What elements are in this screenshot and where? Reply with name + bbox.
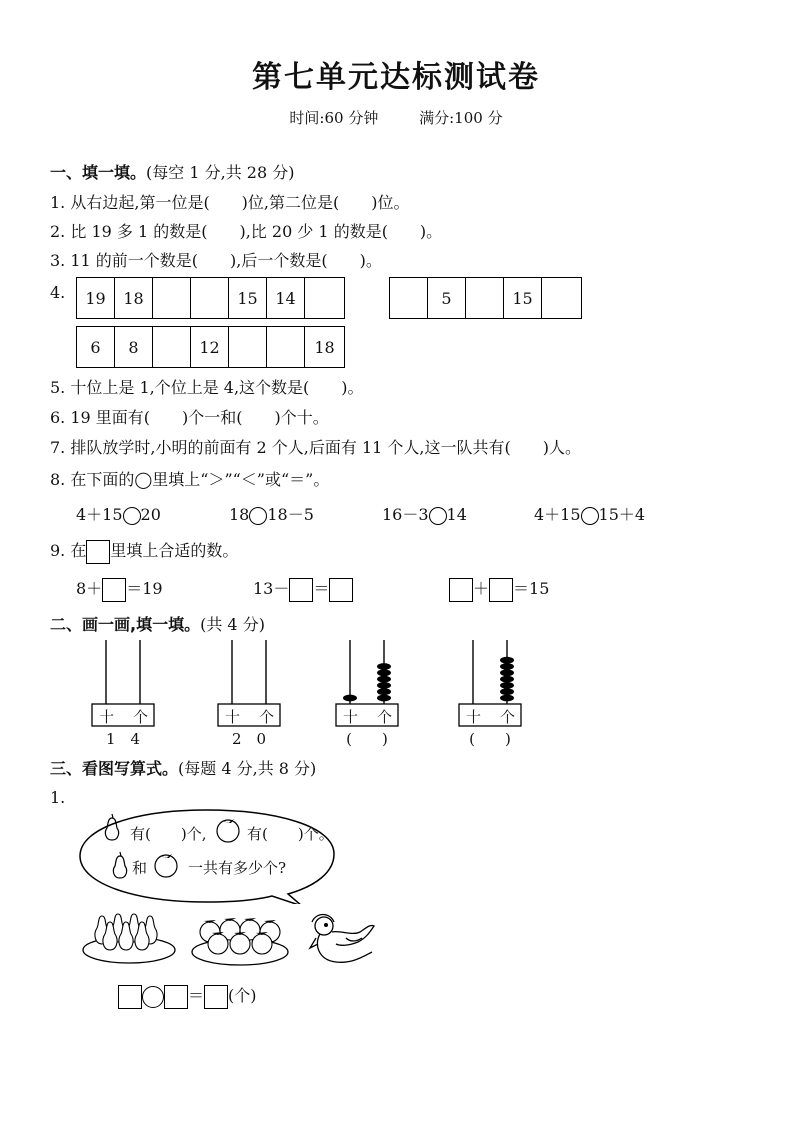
exam-info — [0, 107, 792, 128]
abacus-number: 2 0 — [231, 730, 267, 748]
question-4-number: 4. — [50, 283, 66, 302]
question-1: 1. 从右边起,第一位是( )位,第二位是( )位。 — [50, 193, 410, 212]
tens-label: 十 — [99, 708, 115, 726]
tens-label: 十 — [225, 708, 241, 726]
question-7: 7. 排队放学时,小明的前面有 2 个人,后面有 11 个人,这一队共有( )人。 — [50, 438, 581, 457]
compare-item-1: 4＋15 20 — [76, 505, 161, 524]
compare-item-2: 18 18－5 — [229, 505, 314, 524]
ones-bead — [377, 676, 391, 683]
ones-bead — [500, 688, 514, 695]
number-cell[interactable] — [466, 278, 504, 318]
compare-circle[interactable] — [249, 507, 267, 525]
number-cell[interactable] — [390, 278, 428, 318]
section-2-note: (共 4 分) — [200, 615, 265, 634]
abacus-4 — [457, 640, 557, 750]
question-3: 3. 11 的前一个数是( ),后一个数是( )。 — [50, 251, 382, 270]
section-3-title: 三、看图写算式。 — [50, 759, 179, 778]
number-row-1 — [76, 277, 345, 319]
fill-equation-1: 8＋ ＝19 — [76, 576, 163, 602]
number-cell[interactable]: 12 — [191, 327, 229, 367]
compare-circle[interactable] — [123, 507, 141, 525]
ones-bead — [500, 695, 514, 702]
section-1-note: (每空 1 分,共 28 分) — [146, 163, 295, 182]
answer-box[interactable] — [289, 578, 313, 602]
question-2: 2. 比 19 多 1 的数是( ),比 20 少 1 的数是( )。 — [50, 222, 443, 241]
pear-plate-icon — [80, 910, 178, 966]
number-row-2 — [389, 277, 582, 319]
compare-item-3: 16－3 14 — [382, 505, 467, 524]
section-3-note: (每题 4 分,共 8 分) — [178, 759, 317, 778]
number-cell[interactable]: 15 — [504, 278, 542, 318]
section-2-heading — [50, 612, 265, 635]
abacus-2 — [216, 640, 316, 750]
fill-equation-2: 13－ ＝ — [253, 576, 353, 602]
ones-bead — [377, 682, 391, 689]
ones-label: 个 — [133, 708, 149, 726]
ones-bead — [500, 682, 514, 689]
number-cell[interactable]: 19 — [77, 278, 115, 318]
number-cell[interactable] — [153, 327, 191, 367]
ones-label: 个 — [377, 708, 393, 726]
ones-label: 个 — [259, 708, 275, 726]
number-cell[interactable]: 14 — [267, 278, 305, 318]
ones-bead — [500, 669, 514, 676]
number-cell[interactable]: 15 — [229, 278, 267, 318]
question-8: 8. 在下面的◯里填上“＞”“＜”或“＝”。 — [50, 470, 330, 489]
tens-bead — [343, 695, 357, 702]
compare-circle[interactable] — [429, 507, 447, 525]
answer-box[interactable] — [164, 985, 188, 1009]
number-cell[interactable]: 18 — [314, 337, 335, 357]
section-1-heading — [50, 160, 294, 183]
answer-box[interactable] — [489, 578, 513, 602]
bubble-pear-count: 有( )个, — [130, 825, 207, 843]
number-cell[interactable] — [229, 327, 267, 367]
answer-box[interactable] — [118, 985, 142, 1009]
answer-box[interactable] — [329, 578, 353, 602]
abacus-3 — [334, 640, 434, 750]
bird-icon — [306, 908, 378, 968]
tens-label: 十 — [466, 708, 482, 726]
abacus-number[interactable]: ( ) — [346, 730, 388, 748]
section-2-title: 二、画一画,填一填。 — [50, 615, 201, 634]
bubble-and: 和 — [132, 859, 148, 877]
number-cell[interactable]: 5 — [428, 278, 466, 318]
apple-plate-icon — [188, 912, 292, 968]
ones-bead — [500, 676, 514, 683]
question-6: 6. 19 里面有( )个一和( )个十。 — [50, 408, 329, 427]
question-5: 5. 十位上是 1,个位上是 4,这个数是( )。 — [50, 378, 364, 397]
page-title: 第七单元达标测试卷 — [252, 60, 540, 95]
compare-circle[interactable] — [581, 507, 599, 525]
section-1-title: 一、填一填。 — [50, 163, 147, 182]
bubble-question: 一共有多少个? — [188, 859, 287, 877]
number-cell[interactable]: 8 — [115, 327, 153, 367]
apple-icon — [152, 850, 180, 878]
picture-equation: ＝ (个) — [118, 983, 257, 1009]
abacus-1 — [90, 640, 190, 750]
number-cell[interactable] — [305, 278, 344, 318]
ones-bead — [377, 695, 391, 702]
number-cell[interactable] — [542, 278, 581, 318]
section-3-question-1-number: 1. — [50, 788, 66, 807]
ones-label: 个 — [500, 708, 516, 726]
abacus-number[interactable]: ( ) — [469, 730, 511, 748]
operator-circle[interactable] — [142, 986, 164, 1008]
question-9: 9. 在 里填上合适的数。 — [50, 538, 238, 564]
compare-item-4: 4＋15 15＋4 — [534, 505, 646, 524]
answer-box[interactable] — [449, 578, 473, 602]
section-3-heading — [50, 756, 316, 779]
full-score: 满分:100 分 — [419, 109, 503, 127]
time-limit: 时间:60 分钟 — [289, 109, 379, 127]
number-cell[interactable]: 18 — [115, 278, 153, 318]
tens-label: 十 — [343, 708, 359, 726]
number-row-3 — [76, 326, 345, 368]
answer-box[interactable] — [102, 578, 126, 602]
pear-icon — [102, 812, 122, 842]
pear-icon — [110, 850, 130, 880]
answer-unit: (个) — [228, 986, 257, 1005]
ones-bead — [377, 663, 391, 670]
ones-bead — [500, 663, 514, 670]
bubble-apple-count: 有( )个。 — [247, 825, 334, 843]
number-cell[interactable]: 6 — [77, 327, 115, 367]
fill-equation-3: ＋ ＝15 — [449, 576, 549, 602]
abacus-number: 1 4 — [105, 730, 141, 748]
number-cell[interactable] — [191, 278, 229, 318]
number-cell[interactable] — [153, 278, 191, 318]
ones-bead — [377, 669, 391, 676]
ones-bead — [500, 657, 514, 664]
answer-box[interactable] — [204, 985, 228, 1009]
number-cell[interactable] — [267, 327, 305, 367]
answer-box-icon — [86, 540, 110, 564]
ones-bead — [377, 688, 391, 695]
apple-icon — [214, 815, 242, 843]
